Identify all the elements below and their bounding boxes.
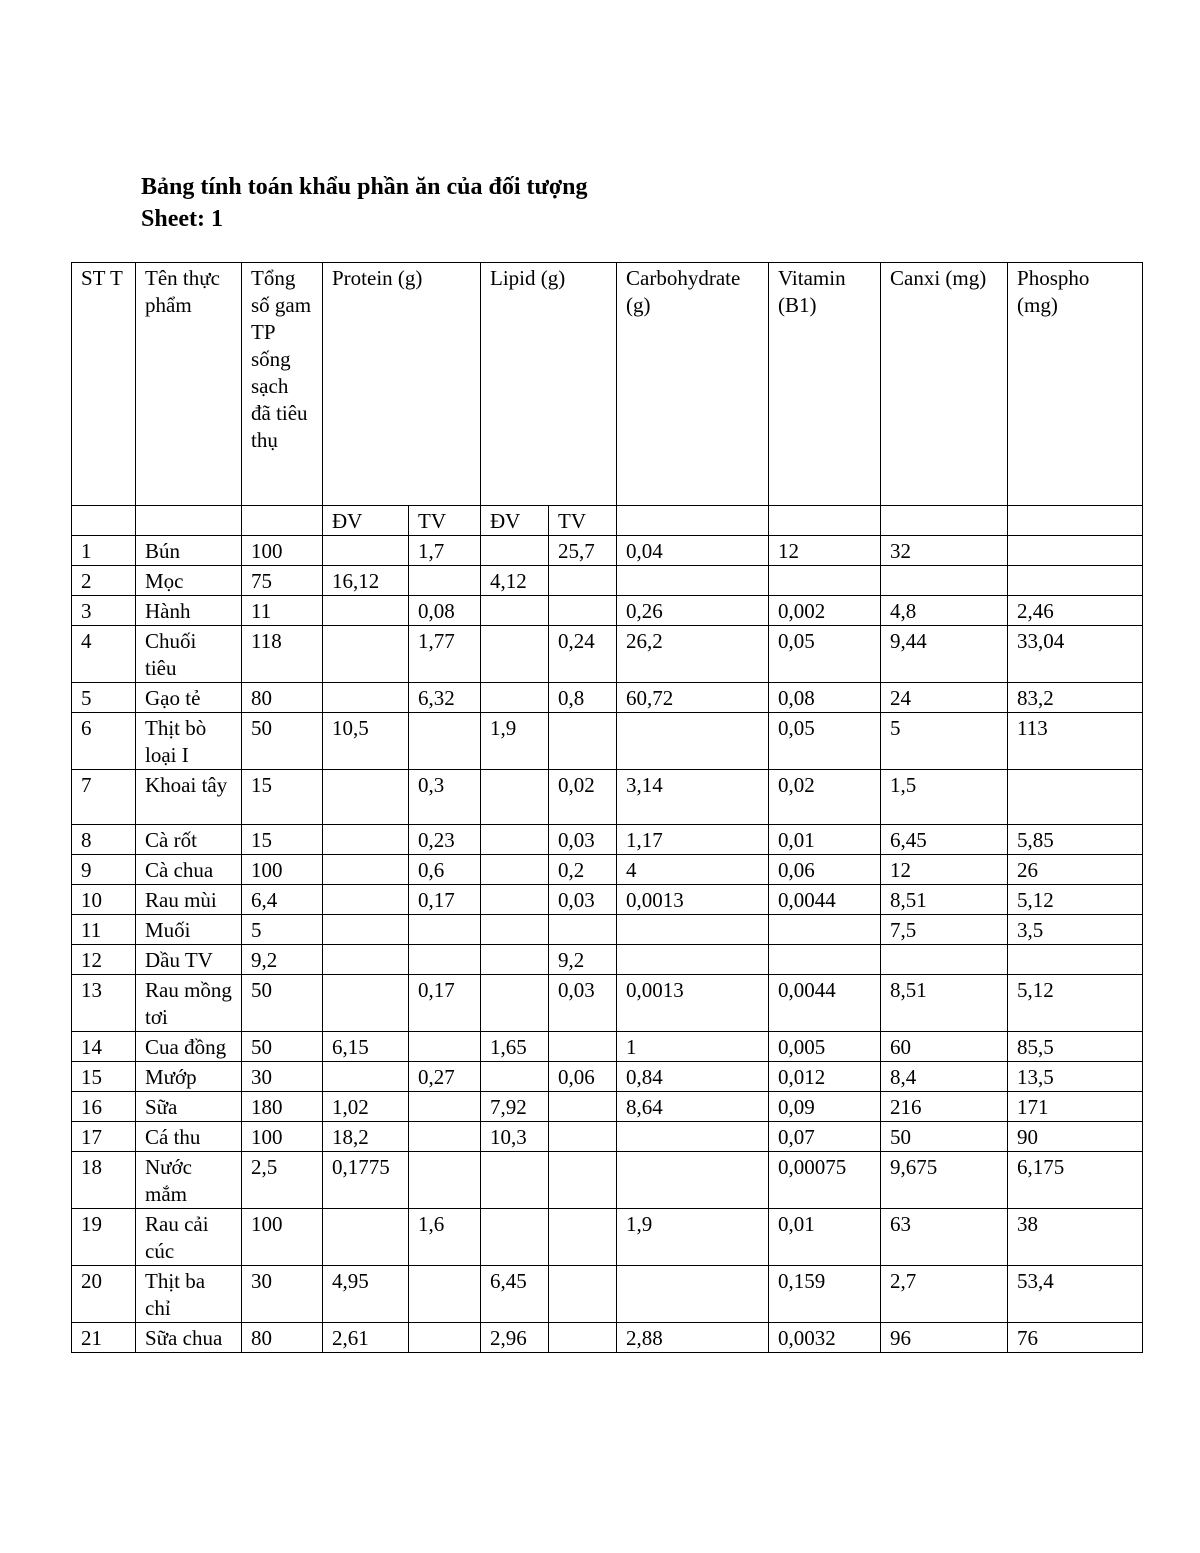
cell-stt: 15	[72, 1062, 136, 1092]
cell-canxi: 9,44	[881, 626, 1008, 683]
cell-total-grams: 100	[242, 536, 323, 566]
cell-total-grams: 50	[242, 713, 323, 770]
cell-carbohydrate: 0,0013	[617, 885, 769, 915]
cell-food-name: Cà chua	[136, 855, 242, 885]
cell-lipid-dv: 7,92	[481, 1092, 549, 1122]
cell-lipid-tv: 0,2	[549, 855, 617, 885]
cell-protein-dv: 4,95	[323, 1266, 409, 1323]
nutrition-table	[71, 262, 1143, 1353]
cell-protein-tv	[409, 1122, 481, 1152]
subheader-lipid-tv: TV	[549, 506, 617, 536]
table-row	[72, 1266, 1143, 1323]
cell-protein-dv	[323, 770, 409, 825]
cell-protein-tv	[409, 915, 481, 945]
cell-food-name: Bún	[136, 536, 242, 566]
cell-protein-dv	[323, 975, 409, 1032]
cell-lipid-dv	[481, 536, 549, 566]
cell-canxi: 96	[881, 1323, 1008, 1353]
cell-phospho: 2,46	[1008, 596, 1143, 626]
cell-carbohydrate	[617, 1122, 769, 1152]
table-row	[72, 536, 1143, 566]
table-row	[72, 825, 1143, 855]
cell-stt: 14	[72, 1032, 136, 1062]
table-row	[72, 855, 1143, 885]
cell-lipid-tv	[549, 1152, 617, 1209]
cell-protein-dv	[323, 825, 409, 855]
cell-food-name: Khoai tây	[136, 770, 242, 825]
cell-canxi: 9,675	[881, 1152, 1008, 1209]
cell-protein-dv	[323, 945, 409, 975]
cell-canxi: 8,4	[881, 1062, 1008, 1092]
cell-protein-tv	[409, 1266, 481, 1323]
table-row	[72, 1122, 1143, 1152]
cell-vitamin-b1: 0,09	[769, 1092, 881, 1122]
table-row	[72, 713, 1143, 770]
cell-protein-dv: 1,02	[323, 1092, 409, 1122]
cell-lipid-tv	[549, 1122, 617, 1152]
table-row	[72, 596, 1143, 626]
table-row	[72, 1209, 1143, 1266]
cell-vitamin-b1	[769, 945, 881, 975]
cell-lipid-tv	[549, 1032, 617, 1062]
cell-canxi: 8,51	[881, 975, 1008, 1032]
header-carbohydrate: Carbohydrate (g)	[617, 263, 769, 506]
cell-lipid-tv	[549, 1323, 617, 1353]
cell-phospho	[1008, 945, 1143, 975]
table-body	[72, 263, 1143, 1353]
cell-food-name: Dầu TV	[136, 945, 242, 975]
cell-phospho: 85,5	[1008, 1032, 1143, 1062]
cell-phospho: 38	[1008, 1209, 1143, 1266]
cell-total-grams: 100	[242, 855, 323, 885]
subheader-empty	[136, 506, 242, 536]
table-row	[72, 1032, 1143, 1062]
cell-lipid-dv	[481, 1152, 549, 1209]
cell-stt: 11	[72, 915, 136, 945]
cell-food-name: Sữa	[136, 1092, 242, 1122]
table-row	[72, 1152, 1143, 1209]
table-row	[72, 683, 1143, 713]
cell-canxi	[881, 566, 1008, 596]
cell-vitamin-b1: 0,01	[769, 825, 881, 855]
cell-vitamin-b1	[769, 915, 881, 945]
cell-protein-dv	[323, 915, 409, 945]
cell-phospho: 83,2	[1008, 683, 1143, 713]
cell-lipid-dv: 2,96	[481, 1323, 549, 1353]
cell-vitamin-b1: 0,0044	[769, 885, 881, 915]
cell-phospho	[1008, 770, 1143, 825]
cell-lipid-dv	[481, 626, 549, 683]
cell-protein-dv	[323, 683, 409, 713]
header-food-name: Tên thực phẩm	[136, 263, 242, 506]
table-row	[72, 975, 1143, 1032]
table-row	[72, 566, 1143, 596]
cell-carbohydrate: 0,84	[617, 1062, 769, 1092]
cell-stt: 1	[72, 536, 136, 566]
cell-lipid-tv: 0,03	[549, 975, 617, 1032]
cell-vitamin-b1: 0,01	[769, 1209, 881, 1266]
cell-total-grams: 80	[242, 1323, 323, 1353]
cell-vitamin-b1: 0,0044	[769, 975, 881, 1032]
cell-phospho: 3,5	[1008, 915, 1143, 945]
cell-lipid-tv	[549, 915, 617, 945]
cell-total-grams: 100	[242, 1209, 323, 1266]
subheader-empty	[242, 506, 323, 536]
cell-lipid-dv: 1,9	[481, 713, 549, 770]
cell-lipid-tv	[549, 1092, 617, 1122]
cell-food-name: Cá thu	[136, 1122, 242, 1152]
cell-vitamin-b1: 0,012	[769, 1062, 881, 1092]
cell-total-grams: 180	[242, 1092, 323, 1122]
header-row	[72, 263, 1143, 506]
cell-total-grams: 50	[242, 1032, 323, 1062]
cell-carbohydrate: 2,88	[617, 1323, 769, 1353]
header-stt: ST T	[72, 263, 136, 506]
cell-carbohydrate: 1,9	[617, 1209, 769, 1266]
cell-canxi: 4,8	[881, 596, 1008, 626]
cell-carbohydrate	[617, 915, 769, 945]
cell-carbohydrate: 1	[617, 1032, 769, 1062]
cell-stt: 21	[72, 1323, 136, 1353]
header-total-grams: Tổng số gam TP sống sạch đã tiêu thụ	[242, 263, 323, 506]
cell-food-name: Thịt bò loại I	[136, 713, 242, 770]
cell-carbohydrate: 26,2	[617, 626, 769, 683]
cell-protein-tv	[409, 945, 481, 975]
cell-vitamin-b1: 0,00075	[769, 1152, 881, 1209]
subheader-lipid-dv: ĐV	[481, 506, 549, 536]
cell-phospho	[1008, 536, 1143, 566]
cell-phospho: 13,5	[1008, 1062, 1143, 1092]
cell-stt: 4	[72, 626, 136, 683]
cell-phospho: 5,12	[1008, 885, 1143, 915]
cell-protein-dv	[323, 1062, 409, 1092]
cell-phospho: 171	[1008, 1092, 1143, 1122]
cell-vitamin-b1	[769, 566, 881, 596]
cell-lipid-dv: 6,45	[481, 1266, 549, 1323]
header-canxi: Canxi (mg)	[881, 263, 1008, 506]
table-row	[72, 915, 1143, 945]
cell-food-name: Thịt ba chỉ	[136, 1266, 242, 1323]
cell-stt: 2	[72, 566, 136, 596]
cell-protein-tv: 0,17	[409, 885, 481, 915]
cell-canxi: 216	[881, 1092, 1008, 1122]
subheader-empty	[769, 506, 881, 536]
cell-food-name: Rau mùi	[136, 885, 242, 915]
cell-protein-tv: 1,6	[409, 1209, 481, 1266]
cell-lipid-dv	[481, 1209, 549, 1266]
cell-lipid-tv: 0,8	[549, 683, 617, 713]
cell-lipid-tv	[549, 1266, 617, 1323]
cell-canxi: 5	[881, 713, 1008, 770]
cell-protein-dv	[323, 855, 409, 885]
cell-stt: 7	[72, 770, 136, 825]
cell-lipid-tv: 0,03	[549, 885, 617, 915]
cell-carbohydrate: 1,17	[617, 825, 769, 855]
cell-lipid-dv	[481, 915, 549, 945]
table-row	[72, 1323, 1143, 1353]
cell-protein-tv	[409, 1152, 481, 1209]
subheader-protein-tv: TV	[409, 506, 481, 536]
cell-food-name: Chuối tiêu	[136, 626, 242, 683]
cell-lipid-dv: 10,3	[481, 1122, 549, 1152]
cell-stt: 13	[72, 975, 136, 1032]
subheader-row	[72, 506, 1143, 536]
cell-protein-tv	[409, 1323, 481, 1353]
table-row	[72, 945, 1143, 975]
subheader-protein-dv: ĐV	[323, 506, 409, 536]
cell-lipid-tv: 9,2	[549, 945, 617, 975]
cell-total-grams: 11	[242, 596, 323, 626]
cell-phospho: 76	[1008, 1323, 1143, 1353]
cell-protein-tv: 1,7	[409, 536, 481, 566]
cell-lipid-tv	[549, 566, 617, 596]
cell-carbohydrate: 0,26	[617, 596, 769, 626]
cell-vitamin-b1: 0,05	[769, 713, 881, 770]
cell-lipid-dv	[481, 683, 549, 713]
cell-protein-tv: 1,77	[409, 626, 481, 683]
cell-carbohydrate	[617, 945, 769, 975]
cell-protein-dv	[323, 626, 409, 683]
cell-total-grams: 118	[242, 626, 323, 683]
cell-food-name: Rau cải cúc	[136, 1209, 242, 1266]
cell-phospho: 26	[1008, 855, 1143, 885]
subheader-empty	[1008, 506, 1143, 536]
cell-vitamin-b1: 0,08	[769, 683, 881, 713]
cell-protein-tv	[409, 1032, 481, 1062]
cell-food-name: Cà rốt	[136, 825, 242, 855]
cell-protein-tv	[409, 713, 481, 770]
document-title: Bảng tính toán khẩu phần ăn của đối tượng	[141, 174, 588, 200]
cell-lipid-dv	[481, 855, 549, 885]
cell-lipid-dv	[481, 975, 549, 1032]
cell-stt: 18	[72, 1152, 136, 1209]
cell-carbohydrate	[617, 1266, 769, 1323]
cell-lipid-tv: 0,24	[549, 626, 617, 683]
cell-stt: 12	[72, 945, 136, 975]
cell-carbohydrate: 3,14	[617, 770, 769, 825]
cell-food-name: Mướp	[136, 1062, 242, 1092]
cell-protein-dv: 16,12	[323, 566, 409, 596]
document-heading	[141, 171, 588, 235]
cell-lipid-dv	[481, 1062, 549, 1092]
cell-total-grams: 2,5	[242, 1152, 323, 1209]
cell-carbohydrate: 8,64	[617, 1092, 769, 1122]
sheet-label: Sheet: 1	[141, 206, 223, 232]
table-row	[72, 1062, 1143, 1092]
cell-carbohydrate: 0,0013	[617, 975, 769, 1032]
cell-lipid-tv: 0,02	[549, 770, 617, 825]
cell-vitamin-b1: 0,07	[769, 1122, 881, 1152]
cell-lipid-dv	[481, 945, 549, 975]
cell-canxi	[881, 945, 1008, 975]
cell-protein-dv	[323, 885, 409, 915]
cell-vitamin-b1: 0,0032	[769, 1323, 881, 1353]
cell-protein-tv: 0,27	[409, 1062, 481, 1092]
cell-carbohydrate: 0,04	[617, 536, 769, 566]
cell-total-grams: 75	[242, 566, 323, 596]
cell-protein-tv: 0,17	[409, 975, 481, 1032]
cell-protein-tv	[409, 566, 481, 596]
cell-phospho: 5,12	[1008, 975, 1143, 1032]
cell-protein-tv: 0,23	[409, 825, 481, 855]
cell-total-grams: 15	[242, 770, 323, 825]
cell-lipid-dv: 1,65	[481, 1032, 549, 1062]
header-lipid: Lipid (g)	[481, 263, 617, 506]
cell-stt: 17	[72, 1122, 136, 1152]
cell-protein-dv	[323, 596, 409, 626]
cell-carbohydrate: 4	[617, 855, 769, 885]
cell-food-name: Nước mắm	[136, 1152, 242, 1209]
cell-food-name: Hành	[136, 596, 242, 626]
cell-canxi: 12	[881, 855, 1008, 885]
table-row	[72, 885, 1143, 915]
subheader-empty	[617, 506, 769, 536]
cell-protein-tv: 0,08	[409, 596, 481, 626]
cell-phospho: 6,175	[1008, 1152, 1143, 1209]
cell-protein-tv: 0,6	[409, 855, 481, 885]
cell-total-grams: 5	[242, 915, 323, 945]
cell-lipid-tv: 0,06	[549, 1062, 617, 1092]
cell-phospho: 90	[1008, 1122, 1143, 1152]
cell-phospho: 113	[1008, 713, 1143, 770]
cell-carbohydrate	[617, 713, 769, 770]
cell-total-grams: 30	[242, 1062, 323, 1092]
cell-lipid-tv: 0,03	[549, 825, 617, 855]
cell-stt: 20	[72, 1266, 136, 1323]
cell-carbohydrate: 60,72	[617, 683, 769, 713]
cell-lipid-dv: 4,12	[481, 566, 549, 596]
cell-total-grams: 6,4	[242, 885, 323, 915]
header-vitamin: Vitamin (B1)	[769, 263, 881, 506]
cell-protein-dv: 6,15	[323, 1032, 409, 1062]
cell-stt: 9	[72, 855, 136, 885]
table-row	[72, 626, 1143, 683]
cell-canxi: 50	[881, 1122, 1008, 1152]
cell-protein-tv: 6,32	[409, 683, 481, 713]
cell-protein-dv	[323, 1209, 409, 1266]
cell-stt: 3	[72, 596, 136, 626]
cell-stt: 5	[72, 683, 136, 713]
cell-total-grams: 9,2	[242, 945, 323, 975]
cell-canxi: 60	[881, 1032, 1008, 1062]
cell-total-grams: 30	[242, 1266, 323, 1323]
cell-food-name: Gạo tẻ	[136, 683, 242, 713]
cell-total-grams: 100	[242, 1122, 323, 1152]
cell-lipid-tv	[549, 1209, 617, 1266]
cell-lipid-dv	[481, 885, 549, 915]
table-row	[72, 1092, 1143, 1122]
cell-phospho: 5,85	[1008, 825, 1143, 855]
cell-food-name: Sữa chua	[136, 1323, 242, 1353]
cell-protein-dv: 10,5	[323, 713, 409, 770]
cell-stt: 6	[72, 713, 136, 770]
cell-stt: 8	[72, 825, 136, 855]
cell-protein-dv: 18,2	[323, 1122, 409, 1152]
cell-vitamin-b1: 0,159	[769, 1266, 881, 1323]
cell-food-name: Cua đồng	[136, 1032, 242, 1062]
cell-phospho: 53,4	[1008, 1266, 1143, 1323]
cell-canxi: 1,5	[881, 770, 1008, 825]
cell-canxi: 7,5	[881, 915, 1008, 945]
cell-carbohydrate	[617, 1152, 769, 1209]
cell-lipid-dv	[481, 825, 549, 855]
cell-protein-dv	[323, 536, 409, 566]
subheader-empty	[72, 506, 136, 536]
cell-phospho	[1008, 566, 1143, 596]
cell-protein-tv: 0,3	[409, 770, 481, 825]
cell-vitamin-b1: 0,005	[769, 1032, 881, 1062]
cell-lipid-tv: 25,7	[549, 536, 617, 566]
table-row	[72, 770, 1143, 825]
cell-phospho: 33,04	[1008, 626, 1143, 683]
cell-stt: 10	[72, 885, 136, 915]
cell-stt: 19	[72, 1209, 136, 1266]
cell-vitamin-b1: 12	[769, 536, 881, 566]
header-phospho: Phospho (mg)	[1008, 263, 1143, 506]
cell-lipid-dv	[481, 596, 549, 626]
cell-protein-dv: 2,61	[323, 1323, 409, 1353]
cell-protein-tv	[409, 1092, 481, 1122]
cell-stt: 16	[72, 1092, 136, 1122]
cell-vitamin-b1: 0,02	[769, 770, 881, 825]
cell-food-name: Muối	[136, 915, 242, 945]
cell-lipid-dv	[481, 770, 549, 825]
cell-total-grams: 15	[242, 825, 323, 855]
cell-canxi: 6,45	[881, 825, 1008, 855]
cell-canxi: 24	[881, 683, 1008, 713]
cell-canxi: 32	[881, 536, 1008, 566]
cell-canxi: 8,51	[881, 885, 1008, 915]
cell-lipid-tv	[549, 713, 617, 770]
subheader-empty	[881, 506, 1008, 536]
cell-food-name: Mọc	[136, 566, 242, 596]
cell-lipid-tv	[549, 596, 617, 626]
header-protein: Protein (g)	[323, 263, 481, 506]
cell-carbohydrate	[617, 566, 769, 596]
cell-vitamin-b1: 0,05	[769, 626, 881, 683]
cell-canxi: 2,7	[881, 1266, 1008, 1323]
cell-food-name: Rau mồng tơi	[136, 975, 242, 1032]
cell-canxi: 63	[881, 1209, 1008, 1266]
cell-vitamin-b1: 0,002	[769, 596, 881, 626]
cell-protein-dv: 0,1775	[323, 1152, 409, 1209]
cell-vitamin-b1: 0,06	[769, 855, 881, 885]
cell-total-grams: 80	[242, 683, 323, 713]
cell-total-grams: 50	[242, 975, 323, 1032]
